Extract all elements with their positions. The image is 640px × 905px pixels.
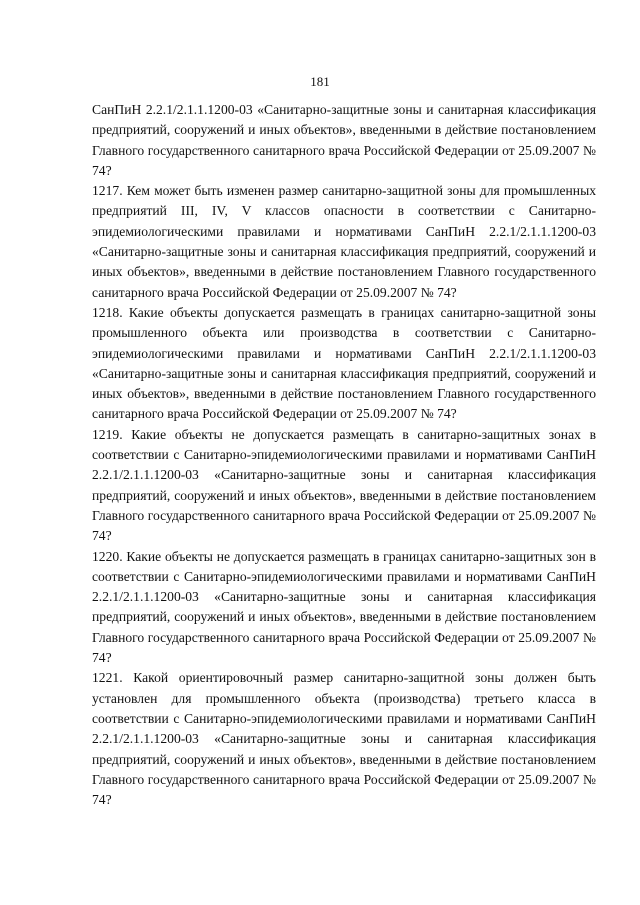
- page-number: 181: [310, 74, 330, 89]
- paragraph-continuation: СанПиН 2.2.1/2.1.1.1200-03 «Санитарно-защитные зоны и санитарная классификация предприятий, сооружений и иных объектов», введенными в действие постановлением Главного государственного санитарного врача Российской Федерации от 25.09.2007 № 74?: [92, 102, 596, 178]
- question-1219: 1219. Какие объекты не допускается размещать в санитарно-защитных зонах в соответствии с Санитарно-эпидемиологическими правилами и нормативами СанПиН 2.2.1/2.1.1.1200-03 «Санитарно-защитные зоны и санитарная классификация предприятий, сооружений и иных объектов», введенными в действие постановлением Главного государственного санитарного врача Российской Федерации от 25.09.2007 № 74?: [92, 426, 596, 544]
- page-content: [92, 100, 596, 810]
- question-1217: 1217. Кем может быть изменен размер санитарно-защитной зоны для промышленных предприятий III, IV, V классов опасности в соответствии с Санитарно-эпидемиологическими правилами и нормативами СанПиН 2.2.1/2.1.1.1200-03 «Санитарно-защитные зоны и санитарная классификация предприятий, сооружений и иных объектов», введенными в действие постановлением Главного государственного санитарного врача Российской Федерации от 25.09.2007 № 74?: [92, 183, 596, 300]
- question-1220: 1220. Какие объекты не допускается размещать в границах санитарно-защитных зон в соответствии с Санитарно-эпидемиологическими правилами и нормативами СанПиН 2.2.1/2.1.1.1200-03 «Санитарно-защитные зоны и санитарная классификация предприятий, сооружений и иных объектов», введенными в действие постановлением Главного государственного санитарного врача Российской Федерации от 25.09.2007 № 74?: [92, 548, 596, 666]
- question-1221: 1221. Какой ориентировочный размер санитарно-защитной зоны должен быть установлен для промышленного объекта (производства) третьего класса в соответствии с Санитарно-эпидемиологическими правилами и нормативами СанПиН 2.2.1/2.1.1.1200-03 «Санитарно-защитные зоны и санитарная классификация предприятий, сооружений и иных объектов», введенными в действие постановлением Главного государственного санитарного врача Российской Федерации от 25.09.2007 № 74?: [92, 670, 596, 808]
- question-1218: 1218. Какие объекты допускается размещать в границах санитарно-защитной зоны промышленного объекта или производства в соответствии с Санитарно-эпидемиологическими правилами и нормативами СанПиН 2.2.1/2.1.1.1200-03 «Санитарно-защитные зоны и санитарная классификация предприятий, сооружений и иных объектов», введенными в действие постановлением Главного государственного санитарного врача Российской Федерации от 25.09.2007 № 74?: [92, 304, 596, 422]
